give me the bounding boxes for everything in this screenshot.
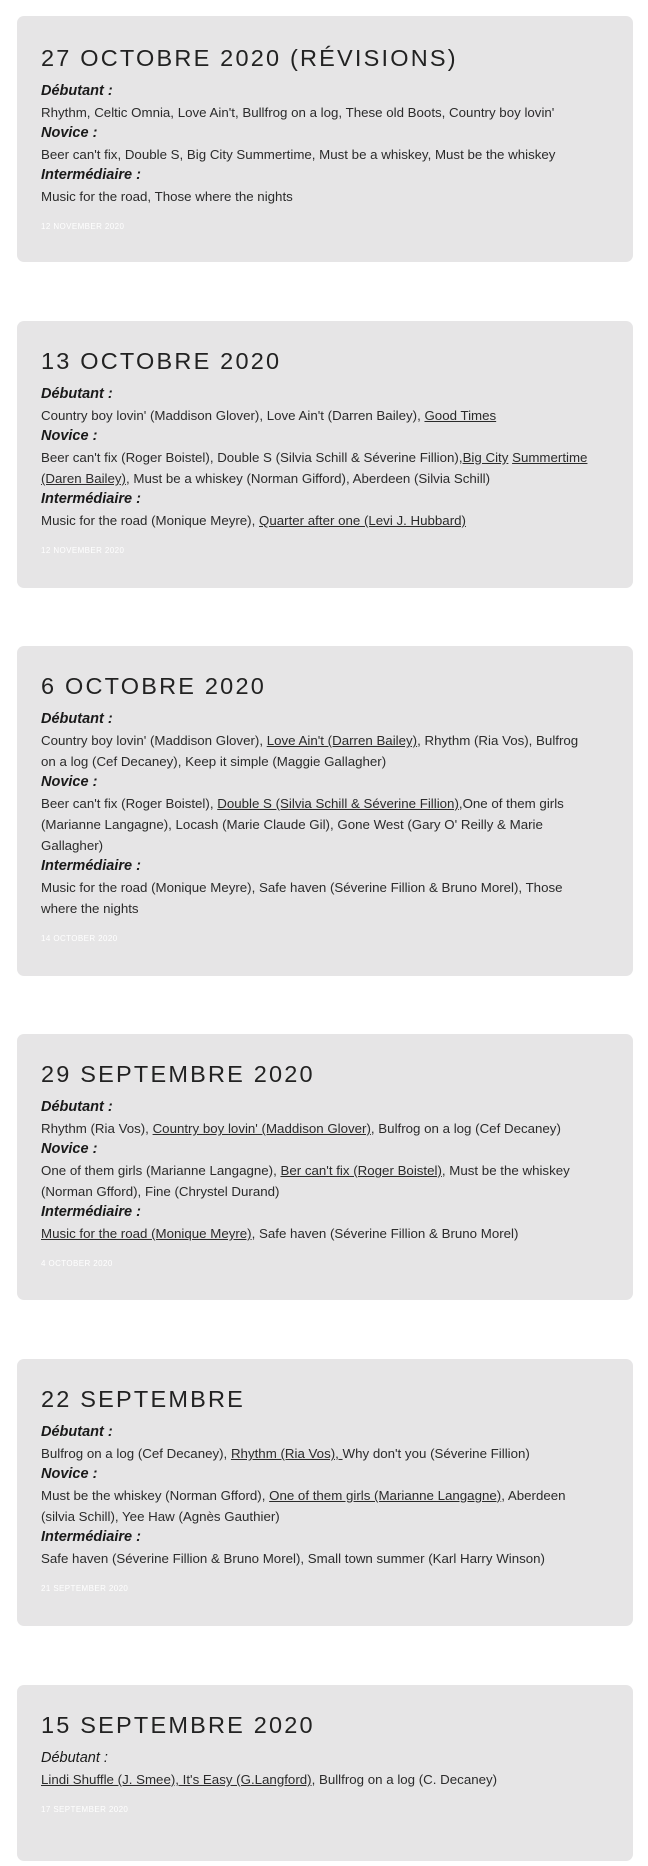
- dance-list: Gallagher): [41, 838, 104, 853]
- dance-list: Country boy lovin' (Maddison Glover), Love Ain't (Darren Bailey), Rhythm (Ria Vos), Bulfrog: [41, 733, 579, 748]
- level-label-novice: Novice :: [41, 125, 98, 141]
- level-label-intermediaire: Intermédiaire :: [41, 167, 141, 183]
- dance-link[interactable]: Love Ain't (Darren Bailey): [266, 733, 418, 748]
- dance-link[interactable]: Quarter after one (Levi J. Hubbard): [259, 513, 466, 528]
- dance-list: Country boy lovin' (Maddison Glover), Love Ain't (Darren Bailey), Good Times: [41, 408, 497, 423]
- dance-list: Music for the road, Those where the nights: [41, 189, 293, 204]
- dance-list: Bulfrog on a log (Cef Decaney), Rhythm (Ria Vos), Why don't you (Séverine Fillion): [41, 1446, 530, 1461]
- level-label-novice: Novice :: [41, 1466, 98, 1482]
- post-date: 12 NOVEMBER 2020: [41, 546, 125, 555]
- level-label-novice: Novice :: [41, 1141, 98, 1157]
- post-card: [17, 1359, 633, 1626]
- post-date: 21 SEPTEMBER 2020: [41, 1584, 129, 1593]
- level-label-intermediaire: Intermédiaire :: [41, 1529, 141, 1545]
- dance-list: Safe haven (Séverine Fillion & Bruno Morel), Small town summer (Karl Harry Winson): [41, 1551, 545, 1566]
- dance-link[interactable]: Country boy lovin' (Maddison Glover): [152, 1121, 371, 1136]
- dance-list: Music for the road (Monique Meyre), Safe haven (Séverine Fillion & Bruno Morel), Those: [41, 880, 563, 895]
- level-label-debutant: Débutant :: [41, 1750, 108, 1766]
- dance-list: Beer can't fix (Roger Boistel), Double S (Silvia Schill & Séverine Fillion),Big City Summertime: [41, 450, 588, 465]
- dance-link[interactable]: Music for the road (Monique Meyre): [41, 1226, 252, 1241]
- level-label-novice: Novice :: [41, 428, 98, 444]
- dance-list: where the nights: [41, 901, 139, 916]
- dance-list: Beer can't fix, Double S, Big City Summertime, Must be a whiskey, Must be the whiskey: [41, 147, 556, 162]
- dance-link[interactable]: Ber can't fix (Roger Boistel): [280, 1163, 442, 1178]
- post-card: [17, 1685, 633, 1861]
- dance-list: One of them girls (Marianne Langagne), Ber can't fix (Roger Boistel), Must be the whiskey: [41, 1163, 570, 1178]
- dance-link[interactable]: Summertime: [512, 450, 588, 465]
- dance-list: Music for the road (Monique Meyre), Quarter after one (Levi J. Hubbard): [41, 513, 466, 528]
- post-title[interactable]: 27 OCTOBRE 2020 (RÉVISIONS): [41, 45, 458, 71]
- dance-link[interactable]: Good Times: [424, 408, 497, 423]
- post-card: [17, 16, 633, 262]
- dance-link[interactable]: Lindi Shuffle (J. Smee), It's Easy (G.Langford): [41, 1772, 312, 1787]
- post-card: [17, 1034, 633, 1300]
- dance-list: Music for the road (Monique Meyre), Safe haven (Séverine Fillion & Bruno Morel): [41, 1226, 519, 1241]
- post-card: [17, 321, 633, 588]
- post-title[interactable]: 22 SEPTEMBRE: [41, 1386, 246, 1412]
- dance-list: on a log (Cef Decaney), Keep it simple (Maggie Gallagher): [41, 754, 387, 769]
- dance-list: (silvia Schill), Yee Haw (Agnès Gauthier): [41, 1509, 280, 1524]
- level-label-debutant: Débutant :: [41, 1099, 113, 1115]
- dance-link[interactable]: One of them girls (Marianne Langagne): [269, 1488, 502, 1503]
- level-label-debutant: Débutant :: [41, 83, 113, 99]
- post-date: 4 OCTOBER 2020: [41, 1259, 113, 1268]
- post-date: 12 NOVEMBER 2020: [41, 222, 125, 231]
- level-label-novice: Novice :: [41, 774, 98, 790]
- dance-list: (Marianne Langagne), Locash (Marie Claude Gil), Gone West (Gary O' Reilly & Marie: [41, 817, 543, 832]
- dance-list: Must be the whiskey (Norman Gfford), One of them girls (Marianne Langagne), Aberdeen: [41, 1488, 566, 1503]
- level-label-debutant: Débutant :: [41, 386, 113, 402]
- dance-list: Lindi Shuffle (J. Smee), It's Easy (G.Langford), Bullfrog on a log (C. Decaney): [41, 1772, 498, 1787]
- level-label-intermediaire: Intermédiaire :: [41, 1204, 141, 1220]
- dance-link[interactable]: (Daren Bailey): [41, 471, 126, 486]
- dance-link[interactable]: Double S (Silvia Schill & Séverine Fillion): [217, 796, 459, 811]
- dance-list: (Norman Gfford), Fine (Chrystel Durand): [41, 1184, 280, 1199]
- post-card: [17, 646, 633, 976]
- post-date: 14 OCTOBER 2020: [41, 934, 118, 943]
- dance-list: (Daren Bailey), Must be a whiskey (Norman Gifford), Aberdeen (Silvia Schill): [41, 471, 491, 486]
- dance-list: Rhythm (Ria Vos), Country boy lovin' (Maddison Glover), Bulfrog on a log (Cef Decaney): [41, 1121, 561, 1136]
- post-title[interactable]: 6 OCTOBRE 2020: [41, 673, 266, 699]
- level-label-intermediaire: Intermédiaire :: [41, 491, 141, 507]
- post-title[interactable]: 15 SEPTEMBRE 2020: [41, 1712, 315, 1738]
- post-title[interactable]: 29 SEPTEMBRE 2020: [41, 1061, 315, 1087]
- level-label-intermediaire: Intermédiaire :: [41, 858, 141, 874]
- post-title[interactable]: 13 OCTOBRE 2020: [41, 348, 282, 374]
- level-label-debutant: Débutant :: [41, 711, 113, 727]
- dance-link[interactable]: Big City: [462, 450, 509, 465]
- post-date: 17 SEPTEMBER 2020: [41, 1805, 129, 1814]
- level-label-debutant: Débutant :: [41, 1424, 113, 1440]
- dance-list: Rhythm, Celtic Omnia, Love Ain't, Bullfrog on a log, These old Boots, Country boy lovin': [41, 105, 555, 120]
- dance-link[interactable]: Rhythm (Ria Vos),: [230, 1446, 343, 1461]
- dance-list: Beer can't fix (Roger Boistel), Double S (Silvia Schill & Séverine Fillion),One of them girls: [41, 796, 564, 811]
